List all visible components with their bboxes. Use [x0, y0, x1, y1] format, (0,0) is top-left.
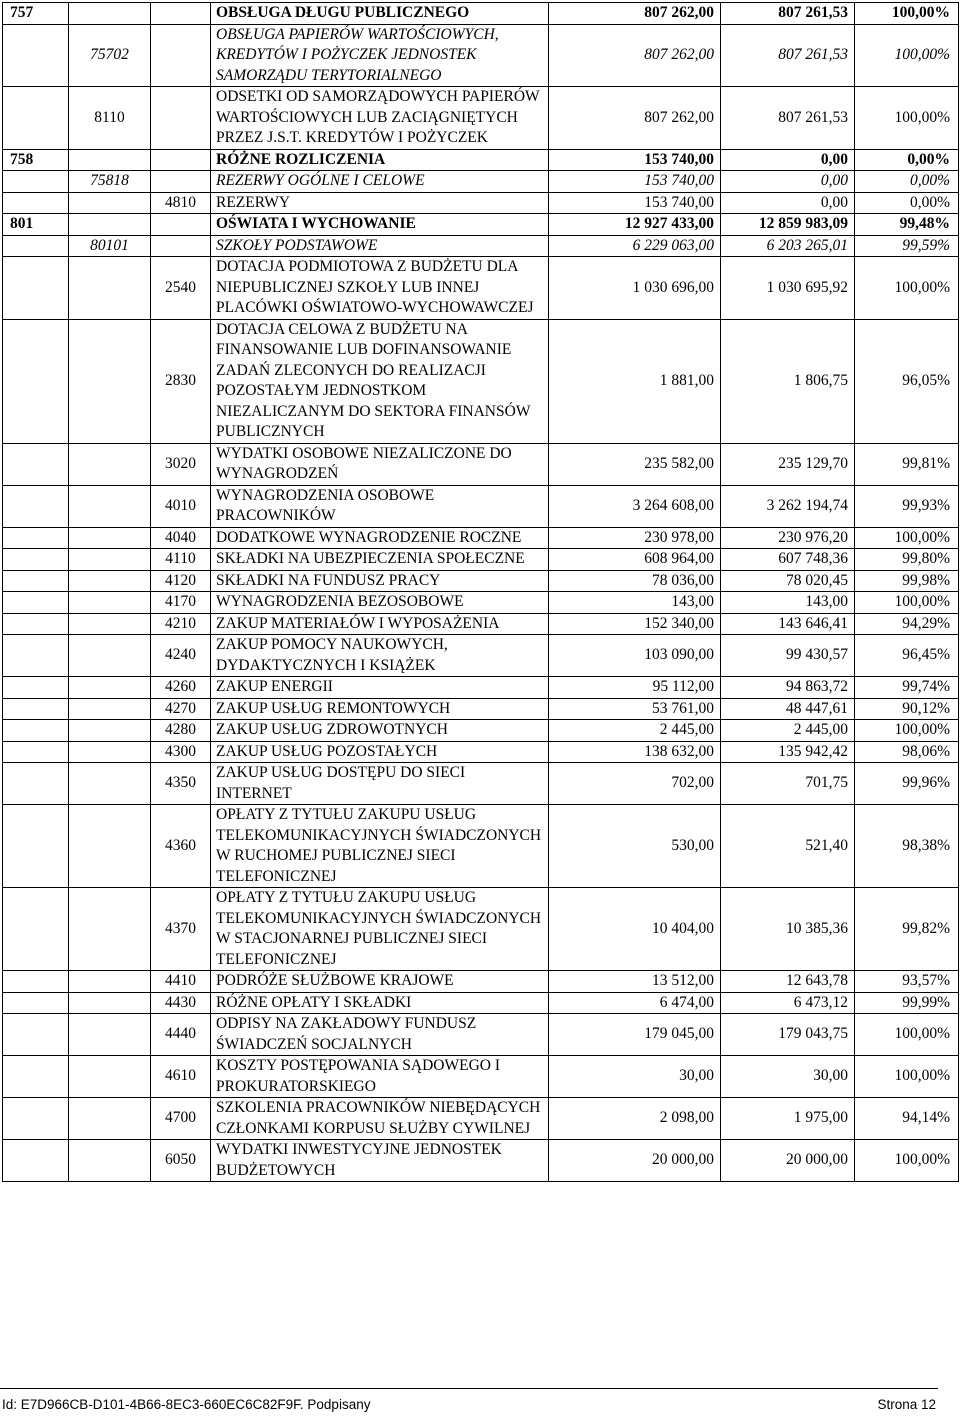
dzial-cell: [3, 171, 69, 193]
rozdzial-cell: [69, 1140, 151, 1182]
execution-percent-cell: 0,00%: [855, 171, 959, 193]
plan-amount-cell: 152 340,00: [549, 613, 721, 635]
executed-amount-cell: 2 445,00: [721, 720, 855, 742]
item-name-cell: ODPISY NA ZAKŁADOWY FUNDUSZ ŚWIADCZEŃ SOCJALNYCH: [211, 1014, 549, 1056]
plan-amount-cell: 235 582,00: [549, 443, 721, 485]
plan-amount-cell: 702,00: [549, 763, 721, 805]
table-row: [3, 613, 959, 635]
executed-amount-cell: 143,00: [721, 592, 855, 614]
dzial-cell: [3, 677, 69, 699]
execution-percent-cell: 100,00%: [855, 3, 959, 25]
dzial-cell: [3, 592, 69, 614]
plan-amount-cell: 530,00: [549, 805, 721, 888]
execution-percent-cell: 99,80%: [855, 549, 959, 571]
plan-amount-cell: 1 030 696,00: [549, 257, 721, 320]
table-row: [3, 570, 959, 592]
paragraf-cell: 4120: [151, 570, 211, 592]
budget-table: [2, 2, 959, 1182]
execution-percent-cell: 100,00%: [855, 592, 959, 614]
table-row: [3, 257, 959, 320]
table-row: [3, 971, 959, 993]
dzial-cell: [3, 720, 69, 742]
paragraf-cell: 4430: [151, 992, 211, 1014]
executed-amount-cell: 1 806,75: [721, 319, 855, 443]
execution-percent-cell: 98,38%: [855, 805, 959, 888]
plan-amount-cell: 153 740,00: [549, 149, 721, 171]
executed-amount-cell: 0,00: [721, 192, 855, 214]
dzial-cell: [3, 235, 69, 257]
rozdzial-cell: [69, 741, 151, 763]
dzial-cell: [3, 485, 69, 527]
plan-amount-cell: 103 090,00: [549, 635, 721, 677]
rozdzial-cell: 75702: [69, 24, 151, 87]
dzial-cell: [3, 613, 69, 635]
table-row: [3, 149, 959, 171]
paragraf-cell: 4170: [151, 592, 211, 614]
rozdzial-cell: [69, 763, 151, 805]
table-row: [3, 485, 959, 527]
plan-amount-cell: 153 740,00: [549, 171, 721, 193]
executed-amount-cell: 143 646,41: [721, 613, 855, 635]
plan-amount-cell: 230 978,00: [549, 527, 721, 549]
rozdzial-cell: [69, 149, 151, 171]
table-row: [3, 549, 959, 571]
dzial-cell: [3, 1014, 69, 1056]
item-name-cell: DOTACJA CELOWA Z BUDŻETU NA FINANSOWANIE LUB DOFINANSOWANIE ZADAŃ ZLECONYCH DO REALIZACJI POZOSTAŁYM JEDNOSTKOM NIEZALICZANYM DO SEKTORA FINANSÓW PUBLICZNYCH: [211, 319, 549, 443]
rozdzial-cell: [69, 971, 151, 993]
table-row: [3, 214, 959, 236]
execution-percent-cell: 96,45%: [855, 635, 959, 677]
execution-percent-cell: 99,48%: [855, 214, 959, 236]
paragraf-cell: 4010: [151, 485, 211, 527]
item-name-cell: DOTACJA PODMIOTOWA Z BUDŻETU DLA NIEPUBLICZNEJ SZKOŁY LUB INNEJ PLACÓWKI OŚWIATOWO-WYCHOWAWCZEJ: [211, 257, 549, 320]
table-row: [3, 677, 959, 699]
table-row: [3, 1056, 959, 1098]
table-row: [3, 1014, 959, 1056]
executed-amount-cell: 3 262 194,74: [721, 485, 855, 527]
dzial-cell: [3, 87, 69, 150]
paragraf-cell: [151, 3, 211, 25]
dzial-cell: [3, 192, 69, 214]
rozdzial-cell: [69, 485, 151, 527]
rozdzial-cell: [69, 1014, 151, 1056]
table-row: [3, 192, 959, 214]
plan-amount-cell: 12 927 433,00: [549, 214, 721, 236]
executed-amount-cell: 94 863,72: [721, 677, 855, 699]
rozdzial-cell: [69, 214, 151, 236]
execution-percent-cell: 100,00%: [855, 257, 959, 320]
rozdzial-cell: [69, 549, 151, 571]
execution-percent-cell: 0,00%: [855, 192, 959, 214]
plan-amount-cell: 10 404,00: [549, 888, 721, 971]
paragraf-cell: 4370: [151, 888, 211, 971]
table-row: [3, 235, 959, 257]
item-name-cell: SZKOLENIA PRACOWNIKÓW NIEBĘDĄCYCH CZŁONKAMI KORPUSU SŁUŻBY CYWILNEJ: [211, 1098, 549, 1140]
table-row: [3, 443, 959, 485]
plan-amount-cell: 807 262,00: [549, 24, 721, 87]
executed-amount-cell: 807 261,53: [721, 24, 855, 87]
paragraf-cell: 4810: [151, 192, 211, 214]
item-name-cell: KOSZTY POSTĘPOWANIA SĄDOWEGO I PROKURATORSKIEGO: [211, 1056, 549, 1098]
plan-amount-cell: 30,00: [549, 1056, 721, 1098]
execution-percent-cell: 99,74%: [855, 677, 959, 699]
paragraf-cell: 4240: [151, 635, 211, 677]
plan-amount-cell: 2 098,00: [549, 1098, 721, 1140]
paragraf-cell: [151, 87, 211, 150]
item-name-cell: SKŁADKI NA FUNDUSZ PRACY: [211, 570, 549, 592]
table-row: [3, 635, 959, 677]
dzial-cell: [3, 635, 69, 677]
executed-amount-cell: 235 129,70: [721, 443, 855, 485]
item-name-cell: WYNAGRODZENIA BEZOSOBOWE: [211, 592, 549, 614]
table-row: [3, 741, 959, 763]
plan-amount-cell: 2 445,00: [549, 720, 721, 742]
plan-amount-cell: 3 264 608,00: [549, 485, 721, 527]
table-row: [3, 3, 959, 25]
rozdzial-cell: [69, 698, 151, 720]
rozdzial-cell: [69, 443, 151, 485]
footer-divider: [0, 1388, 938, 1389]
paragraf-cell: 6050: [151, 1140, 211, 1182]
paragraf-cell: 4410: [151, 971, 211, 993]
plan-amount-cell: 13 512,00: [549, 971, 721, 993]
execution-percent-cell: 99,93%: [855, 485, 959, 527]
executed-amount-cell: 607 748,36: [721, 549, 855, 571]
item-name-cell: SKŁADKI NA UBEZPIECZENIA SPOŁECZNE: [211, 549, 549, 571]
item-name-cell: WYDATKI OSOBOWE NIEZALICZONE DO WYNAGRODZEŃ: [211, 443, 549, 485]
table-row: [3, 698, 959, 720]
paragraf-cell: 2540: [151, 257, 211, 320]
dzial-cell: [3, 1098, 69, 1140]
table-row: [3, 720, 959, 742]
paragraf-cell: 4280: [151, 720, 211, 742]
dzial-cell: [3, 24, 69, 87]
item-name-cell: WYDATKI INWESTYCYJNE JEDNOSTEK BUDŻETOWYCH: [211, 1140, 549, 1182]
rozdzial-cell: [69, 592, 151, 614]
paragraf-cell: [151, 214, 211, 236]
plan-amount-cell: 6 474,00: [549, 992, 721, 1014]
execution-percent-cell: 100,00%: [855, 720, 959, 742]
rozdzial-cell: 80101: [69, 235, 151, 257]
rozdzial-cell: [69, 527, 151, 549]
item-name-cell: DODATKOWE WYNAGRODZENIE ROCZNE: [211, 527, 549, 549]
executed-amount-cell: 6 473,12: [721, 992, 855, 1014]
item-name-cell: OPŁATY Z TYTUŁU ZAKUPU USŁUG TELEKOMUNIKACYJNYCH ŚWIADCZONYCH W STACJONARNEJ PUBLICZNEJ SIECI TELEFONICZNEJ: [211, 888, 549, 971]
table-row: [3, 1098, 959, 1140]
paragraf-cell: 4040: [151, 527, 211, 549]
execution-percent-cell: 96,05%: [855, 319, 959, 443]
plan-amount-cell: 143,00: [549, 592, 721, 614]
executed-amount-cell: 1 975,00: [721, 1098, 855, 1140]
item-name-cell: ODSETKI OD SAMORZĄDOWYCH PAPIERÓW WARTOŚCIOWYCH LUB ZACIĄGNIĘTYCH PRZEZ J.S.T. KREDYTÓW I POŻYCZEK: [211, 87, 549, 150]
item-name-cell: OBSŁUGA PAPIERÓW WARTOŚCIOWYCH, KREDYTÓW I POŻYCZEK JEDNOSTEK SAMORZĄDU TERYTORIALNEGO: [211, 24, 549, 87]
rozdzial-cell: 75818: [69, 171, 151, 193]
dzial-cell: [3, 443, 69, 485]
plan-amount-cell: 53 761,00: [549, 698, 721, 720]
execution-percent-cell: 99,81%: [855, 443, 959, 485]
table-row: [3, 805, 959, 888]
table-row: [3, 171, 959, 193]
rozdzial-cell: [69, 3, 151, 25]
table-row: [3, 1140, 959, 1182]
paragraf-cell: 4700: [151, 1098, 211, 1140]
paragraf-cell: 4440: [151, 1014, 211, 1056]
rozdzial-cell: [69, 570, 151, 592]
dzial-cell: [3, 888, 69, 971]
executed-amount-cell: 1 030 695,92: [721, 257, 855, 320]
execution-percent-cell: 100,00%: [855, 1056, 959, 1098]
item-name-cell: ZAKUP USŁUG DOSTĘPU DO SIECI INTERNET: [211, 763, 549, 805]
dzial-cell: [3, 698, 69, 720]
plan-amount-cell: 1 881,00: [549, 319, 721, 443]
paragraf-cell: [151, 171, 211, 193]
rozdzial-cell: [69, 888, 151, 971]
execution-percent-cell: 94,29%: [855, 613, 959, 635]
item-name-cell: WYNAGRODZENIA OSOBOWE PRACOWNIKÓW: [211, 485, 549, 527]
dzial-cell: [3, 570, 69, 592]
executed-amount-cell: 12 859 983,09: [721, 214, 855, 236]
item-name-cell: ZAKUP MATERIAŁÓW I WYPOSAŻENIA: [211, 613, 549, 635]
plan-amount-cell: 20 000,00: [549, 1140, 721, 1182]
rozdzial-cell: [69, 613, 151, 635]
executed-amount-cell: 521,40: [721, 805, 855, 888]
item-name-cell: REZERWY: [211, 192, 549, 214]
executed-amount-cell: 30,00: [721, 1056, 855, 1098]
paragraf-cell: 3020: [151, 443, 211, 485]
paragraf-cell: [151, 235, 211, 257]
page-footer: [0, 1388, 938, 1416]
execution-percent-cell: 99,59%: [855, 235, 959, 257]
rozdzial-cell: [69, 192, 151, 214]
item-name-cell: ZAKUP POMOCY NAUKOWYCH, DYDAKTYCZNYCH I KSIĄŻEK: [211, 635, 549, 677]
plan-amount-cell: 6 229 063,00: [549, 235, 721, 257]
rozdzial-cell: [69, 319, 151, 443]
executed-amount-cell: 135 942,42: [721, 741, 855, 763]
paragraf-cell: 4300: [151, 741, 211, 763]
rozdzial-cell: [69, 257, 151, 320]
rozdzial-cell: [69, 720, 151, 742]
dzial-cell: [3, 1140, 69, 1182]
paragraf-cell: 4360: [151, 805, 211, 888]
rozdzial-cell: 8110: [69, 87, 151, 150]
item-name-cell: OPŁATY Z TYTUŁU ZAKUPU USŁUG TELEKOMUNIKACYJNYCH ŚWIADCZONYCH W RUCHOMEJ PUBLICZNEJ SIECI TELEFONICZNEJ: [211, 805, 549, 888]
table-row: [3, 24, 959, 87]
executed-amount-cell: 0,00: [721, 171, 855, 193]
execution-percent-cell: 100,00%: [855, 527, 959, 549]
executed-amount-cell: 10 385,36: [721, 888, 855, 971]
execution-percent-cell: 100,00%: [855, 24, 959, 87]
paragraf-cell: 4210: [151, 613, 211, 635]
document-id: Id: E7D966CB-D101-4B66-8EC3-660EC6C82F9F. Podpisany: [2, 1397, 371, 1412]
execution-percent-cell: 94,14%: [855, 1098, 959, 1140]
executed-amount-cell: 807 261,53: [721, 3, 855, 25]
table-row: [3, 992, 959, 1014]
plan-amount-cell: 138 632,00: [549, 741, 721, 763]
dzial-cell: [3, 527, 69, 549]
plan-amount-cell: 608 964,00: [549, 549, 721, 571]
paragraf-cell: 4350: [151, 763, 211, 805]
item-name-cell: ZAKUP USŁUG REMONTOWYCH: [211, 698, 549, 720]
plan-amount-cell: 153 740,00: [549, 192, 721, 214]
executed-amount-cell: 99 430,57: [721, 635, 855, 677]
dzial-cell: [3, 257, 69, 320]
execution-percent-cell: 100,00%: [855, 87, 959, 150]
executed-amount-cell: 78 020,45: [721, 570, 855, 592]
execution-percent-cell: 100,00%: [855, 1140, 959, 1182]
item-name-cell: REZERWY OGÓLNE I CELOWE: [211, 171, 549, 193]
executed-amount-cell: 701,75: [721, 763, 855, 805]
executed-amount-cell: 20 000,00: [721, 1140, 855, 1182]
dzial-cell: [3, 992, 69, 1014]
executed-amount-cell: 12 643,78: [721, 971, 855, 993]
plan-amount-cell: 179 045,00: [549, 1014, 721, 1056]
item-name-cell: PODRÓŻE SŁUŻBOWE KRAJOWE: [211, 971, 549, 993]
plan-amount-cell: 807 262,00: [549, 87, 721, 150]
paragraf-cell: 2830: [151, 319, 211, 443]
rozdzial-cell: [69, 635, 151, 677]
item-name-cell: SZKOŁY PODSTAWOWE: [211, 235, 549, 257]
executed-amount-cell: 0,00: [721, 149, 855, 171]
paragraf-cell: 4610: [151, 1056, 211, 1098]
table-row: [3, 763, 959, 805]
item-name-cell: OBSŁUGA DŁUGU PUBLICZNEGO: [211, 3, 549, 25]
paragraf-cell: [151, 149, 211, 171]
rozdzial-cell: [69, 677, 151, 699]
execution-percent-cell: 99,98%: [855, 570, 959, 592]
execution-percent-cell: 93,57%: [855, 971, 959, 993]
rozdzial-cell: [69, 805, 151, 888]
page-number: Strona 12: [877, 1397, 936, 1412]
execution-percent-cell: 90,12%: [855, 698, 959, 720]
executed-amount-cell: 807 261,53: [721, 87, 855, 150]
plan-amount-cell: 807 262,00: [549, 3, 721, 25]
item-name-cell: ZAKUP USŁUG ZDROWOTNYCH: [211, 720, 549, 742]
execution-percent-cell: 98,06%: [855, 741, 959, 763]
execution-percent-cell: 100,00%: [855, 1014, 959, 1056]
budget-table-body: [3, 3, 959, 1182]
dzial-cell: [3, 319, 69, 443]
table-row: [3, 319, 959, 443]
dzial-cell: [3, 549, 69, 571]
paragraf-cell: 4110: [151, 549, 211, 571]
paragraf-cell: 4270: [151, 698, 211, 720]
rozdzial-cell: [69, 1098, 151, 1140]
item-name-cell: ZAKUP ENERGII: [211, 677, 549, 699]
dzial-cell: [3, 971, 69, 993]
plan-amount-cell: 95 112,00: [549, 677, 721, 699]
dzial-cell: [3, 805, 69, 888]
plan-amount-cell: 78 036,00: [549, 570, 721, 592]
executed-amount-cell: 230 976,20: [721, 527, 855, 549]
dzial-cell: 801: [3, 214, 69, 236]
execution-percent-cell: 99,99%: [855, 992, 959, 1014]
dzial-cell: [3, 763, 69, 805]
execution-percent-cell: 99,96%: [855, 763, 959, 805]
table-row: [3, 527, 959, 549]
paragraf-cell: 4260: [151, 677, 211, 699]
dzial-cell: [3, 1056, 69, 1098]
table-row: [3, 592, 959, 614]
item-name-cell: ZAKUP USŁUG POZOSTAŁYCH: [211, 741, 549, 763]
dzial-cell: 757: [3, 3, 69, 25]
executed-amount-cell: 6 203 265,01: [721, 235, 855, 257]
item-name-cell: RÓŻNE ROZLICZENIA: [211, 149, 549, 171]
paragraf-cell: [151, 24, 211, 87]
rozdzial-cell: [69, 992, 151, 1014]
rozdzial-cell: [69, 1056, 151, 1098]
table-row: [3, 888, 959, 971]
item-name-cell: RÓŻNE OPŁATY I SKŁADKI: [211, 992, 549, 1014]
execution-percent-cell: 0,00%: [855, 149, 959, 171]
dzial-cell: [3, 741, 69, 763]
executed-amount-cell: 48 447,61: [721, 698, 855, 720]
table-row: [3, 87, 959, 150]
item-name-cell: OŚWIATA I WYCHOWANIE: [211, 214, 549, 236]
execution-percent-cell: 99,82%: [855, 888, 959, 971]
executed-amount-cell: 179 043,75: [721, 1014, 855, 1056]
dzial-cell: 758: [3, 149, 69, 171]
